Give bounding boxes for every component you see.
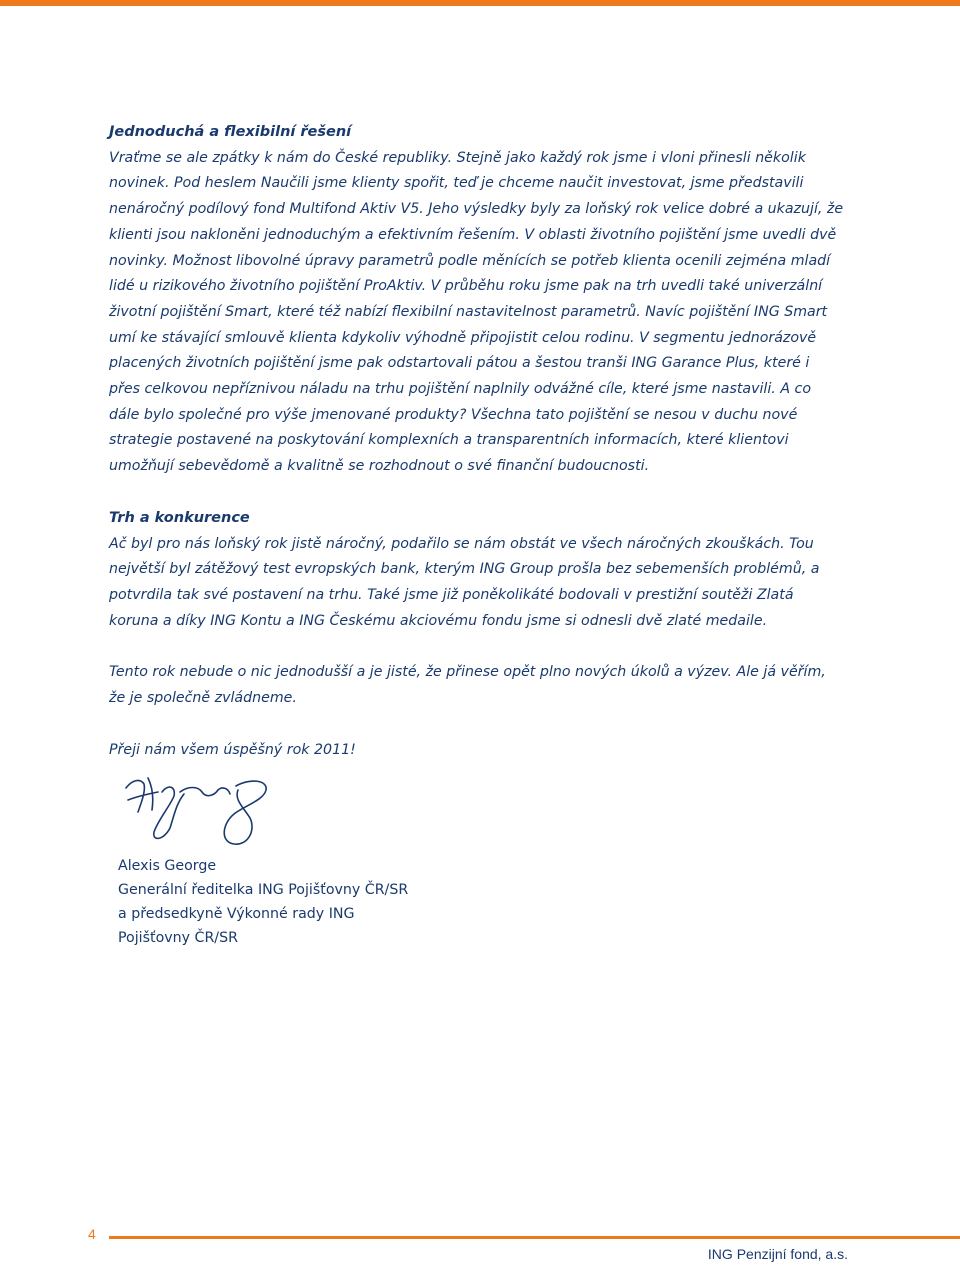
footer-rule: [109, 1236, 960, 1239]
signer-title-line: a předsedkyně Výkonné rady ING: [118, 906, 355, 922]
closing-wish: Přeji nám všem úspěšný rok 2011!: [109, 741, 356, 758]
page-number: 4: [88, 1226, 96, 1242]
section-market-competition: [109, 506, 844, 764]
section-paragraph: Vraťme se ale zpátky k nám do České republiky. Stejně jako každý rok jsme i vloni přinesli několik novinek. Pod heslem Naučili jsme klienty spořit, teď je chceme naučit investovat, jsme představili nenáročný podílový fond Multifond Aktiv V5. Jeho výsledky byly za loňský rok velice dobré a ukazují, že klienti jsou nakloněni jednoduchým a efektivním řešením. V oblasti životního pojištění jsme uvedli dvě novinky. Možnost libovolné úpravy parametrů podle měnících se potřeb klienta ocenili zejména mladí lidé u rizikového životního pojištění ProAktiv. V průběhu roku jsme pak na trh uvedli také univerzální životní pojištění Smart, které též nabízí flexibilní nastavitelnost parametrů. Navíc pojištění ING Smart umí ke stávající smlouvě klienta kdykoliv výhodně připojistit celou rodinu. V segmentu jednorázově placených životních pojištění jsme pak odstartovali pátou a šestou tranši ING Garance Plus, které i přes celkovou nepříznivou náladu na trhu pojištění naplnily odvážné cíle, které jsme nastavili. A co dále bylo společné pro výše jmenované produkty? Všechna tato pojištění se nesou v duchu nové strategie postavené na poskytování komplexních a transparentních informacích, které klientovi umožňují sebevědomě a kvalitně se rozhodnout o své finanční budoucnosti.: [109, 149, 844, 475]
signer-title-line: Pojišťovny ČR/SR: [118, 930, 238, 946]
signer-name: Alexis George: [118, 858, 217, 874]
section-simple-flexible: [109, 120, 844, 480]
footer-organization: ING Penzijní fond, a.s.: [707, 1246, 848, 1262]
letter-body: [109, 120, 844, 789]
signer-block: [118, 854, 518, 950]
section-heading: Jednoduchá a flexibilní řešení: [109, 124, 352, 140]
closing-paragraph: Tento rok nebude o nic jednodušší a je jisté, že přinese opět plno nových úkolů a výzev. Ale já věřím, že je společně zvládneme.: [109, 664, 826, 707]
signer-title-line: Generální ředitelka ING Pojišťovny ČR/SR: [118, 882, 409, 898]
top-accent-bar: [0, 0, 960, 6]
signature-image: [118, 770, 278, 850]
section-heading: Trh a konkurence: [109, 509, 250, 526]
section-paragraph: Ač byl pro nás loňský rok jistě náročný, podařilo se nám obstát ve všech náročných zkouškách. Tou největší byl zátěžový test evropských bank, kterým ING Group prošla bez sebemenších problémů, a potvrdila tak své postavení na trhu. Také jsme již poněkolikáté bodovali v prestižní soutěži Zlatá koruna a díky ING Kontu a ING Českému akciovému fondu jsme si odnesli dvě zlaté medaile.: [109, 535, 820, 629]
